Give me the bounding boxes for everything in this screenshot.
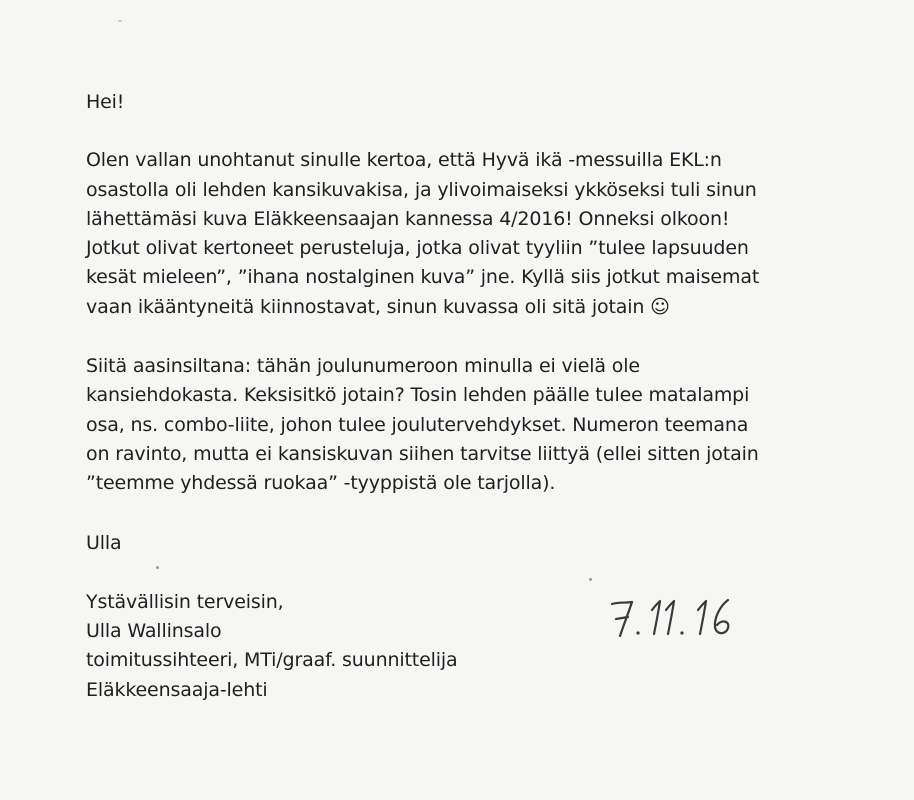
- text-line: ”teemme yhdessä ruokaa” -tyyppistä ole tarjolla).: [86, 472, 556, 495]
- text-line: osastolla oli lehden kansikuvakisa, ja ylivoimaiseksi ykköseksi tuli sinun: [86, 178, 757, 201]
- handwritten-date: [606, 590, 756, 646]
- paragraph-cover-request: [86, 352, 886, 498]
- text-line: osa, ns. combo-liite, johon tulee joulutervehdykset. Numeron teemana: [86, 413, 749, 436]
- letter-body: [86, 88, 886, 705]
- sender-name: Ulla Wallinsalo: [86, 620, 222, 643]
- closing-line: Ystävällisin terveisin,: [86, 590, 284, 613]
- paragraph-competition: [86, 146, 886, 322]
- text-line: kansiehdokasta. Keksisitkö jotain? Tosin lehden päälle tulee matalampi: [86, 384, 750, 407]
- paper-speck: [589, 578, 592, 581]
- text-line: kesät mieleen”, ”ihana nostalginen kuva” jne. Kyllä siis jotkut maisemat: [86, 266, 760, 289]
- signature-block: [86, 588, 886, 705]
- paper-speck: [118, 20, 122, 22]
- text-line: Siitä aasinsiltana: tähän joulunumeroon minulla ei vielä ole: [86, 355, 640, 378]
- sender-short-name: Ulla: [86, 531, 122, 554]
- paper-speck: [156, 566, 159, 569]
- text-line: on ravinto, mutta ei kansiskuvan siihen tarvitse liittyä (ellei sitten jotain: [86, 442, 759, 465]
- text-line: vaan ikääntyneitä kiinnostavat, sinun kuvassa oli sitä jotain ☺: [86, 295, 670, 318]
- text-line: lähettämäsi kuva Eläkkeensaajan kannessa 4/2016! Onneksi olkoon!: [86, 207, 730, 230]
- text-line: Olen vallan unohtanut sinulle kertoa, että Hyvä ikä -messuilla EKL:n: [86, 149, 722, 172]
- text-line: Jotkut olivat kertoneet perusteluja, jotka olivat tyyliin ”tulee lapsuuden: [86, 237, 749, 260]
- sender-title: toimitussihteeri, MTi/graaf. suunnittelija: [86, 649, 458, 672]
- sender-publication: Eläkkeensaaja-lehti: [86, 678, 268, 701]
- greeting: Hei!: [86, 91, 125, 113]
